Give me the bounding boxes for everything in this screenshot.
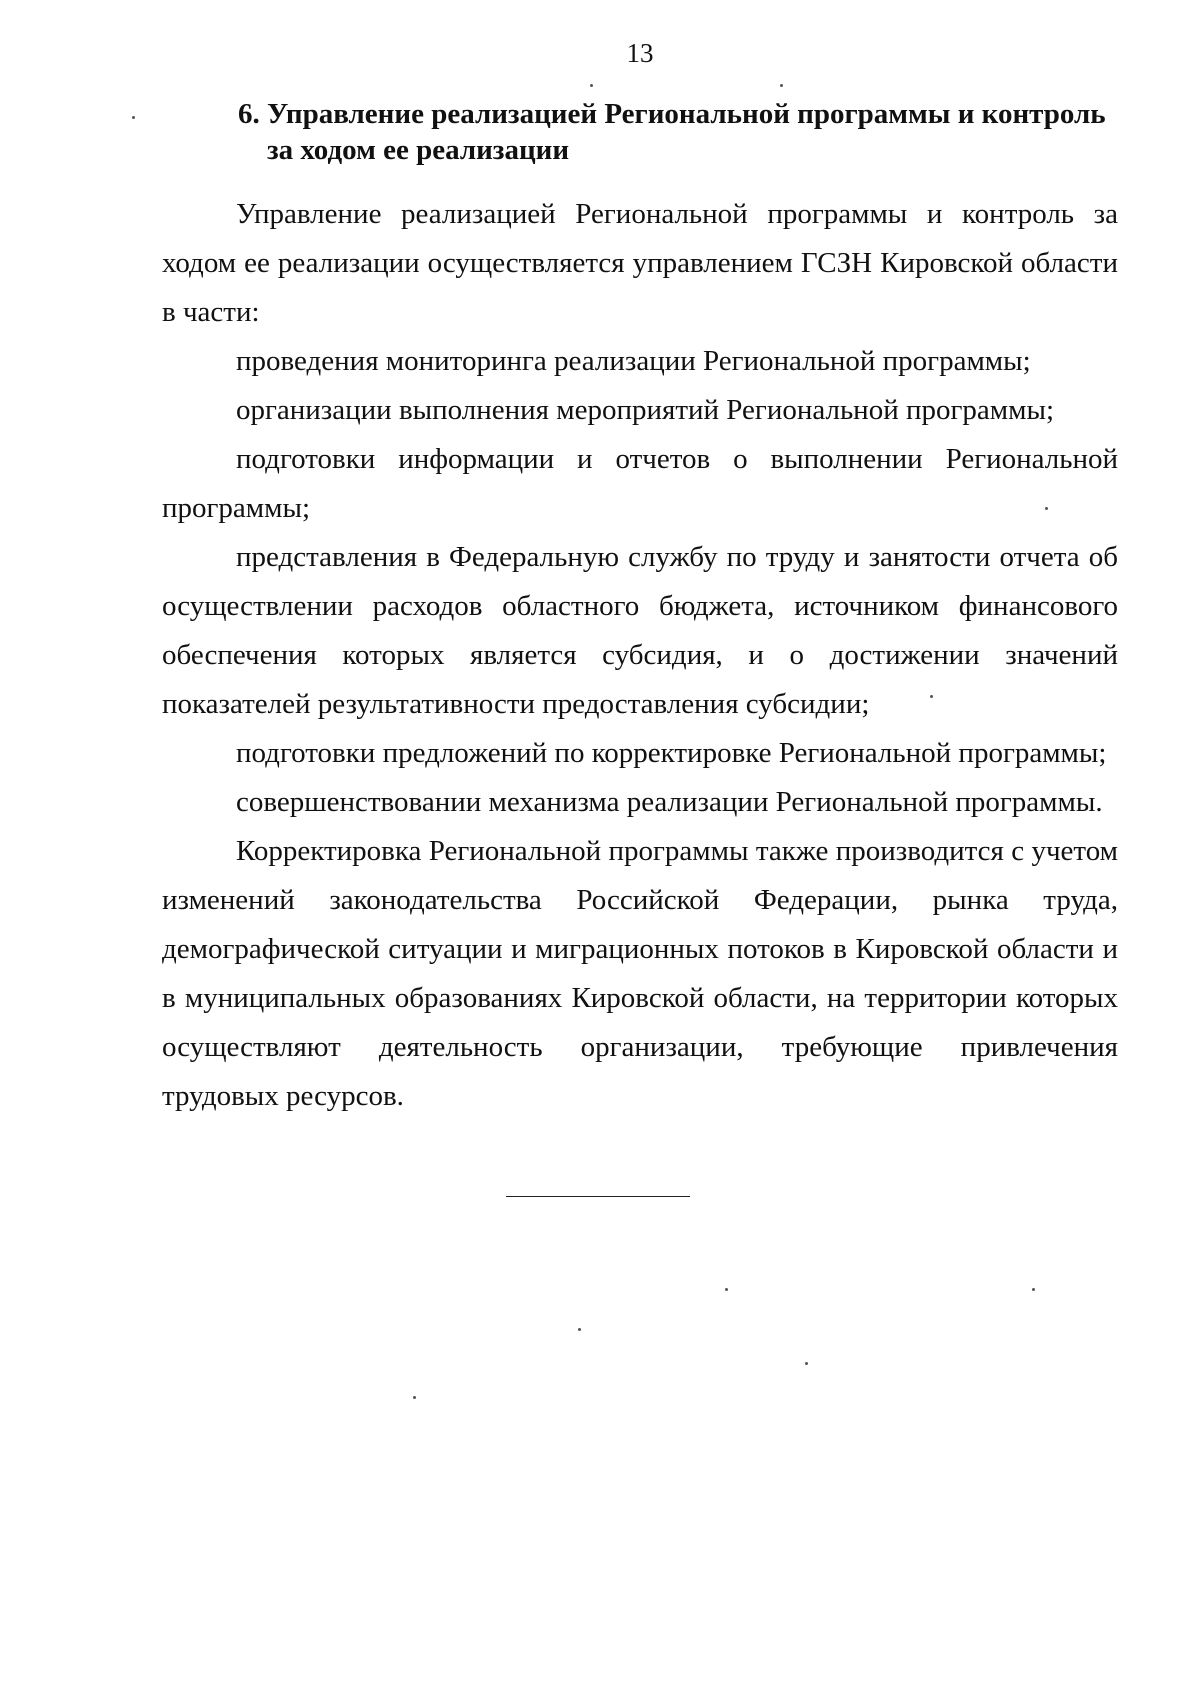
scan-speck [132,116,135,119]
list-item-improvement: совершенствовании механизма реализации Региональной программы. [236,786,1103,818]
list-item-reports: подготовки информации и отчетов о выполнении Региональной программы; [162,443,1118,524]
list-item-federal-report: представления в Федеральную службу по труду и занятости отчета об осуществлении расходов областного бюджета, источником финансового обеспечения которых является субсидия, и о достижении значений показателей результативности предоставления субсидии; [162,541,1118,720]
scan-speck [780,84,783,87]
closing-divider [506,1196,690,1197]
scan-speck [413,1396,416,1399]
list-item-monitoring: проведения мониторинга реализации Региональной программы; [236,345,1031,377]
section-heading-line-1: 6. Управление реализацией Региональной программы и контроль [238,98,1106,130]
paragraph-intro: Управление реализацией Региональной программы и контроль за ходом ее реализации осуществляется управлением ГСЗН Кировской области в части: [162,198,1118,328]
body-text [162,190,1118,1121]
scan-speck [1032,1288,1035,1291]
list-item-proposals: подготовки предложений по корректировке Региональной программы; [236,737,1107,769]
paragraph-correction: Корректировка Региональной программы также производится с учетом изменений законодательства Российской Федерации, рынка труда, демографической ситуации и миграционных потоков в Кировской области и в муниципальных образованиях Кировской области, на территории которых осуществляют деятельность организации, требующие привлечения трудовых ресурсов. [162,835,1118,1112]
scan-speck [590,84,593,87]
scan-speck [578,1328,581,1331]
section-heading [238,96,1118,168]
list-item-organization: организации выполнения мероприятий Региональной программы; [236,394,1055,426]
page-number: 13 [626,38,654,68]
scan-speck [1045,507,1048,510]
section-heading-line-2: за ходом ее реализации [267,134,570,166]
scan-speck [805,1362,808,1365]
scan-speck [725,1288,728,1291]
scan-speck [930,695,933,698]
